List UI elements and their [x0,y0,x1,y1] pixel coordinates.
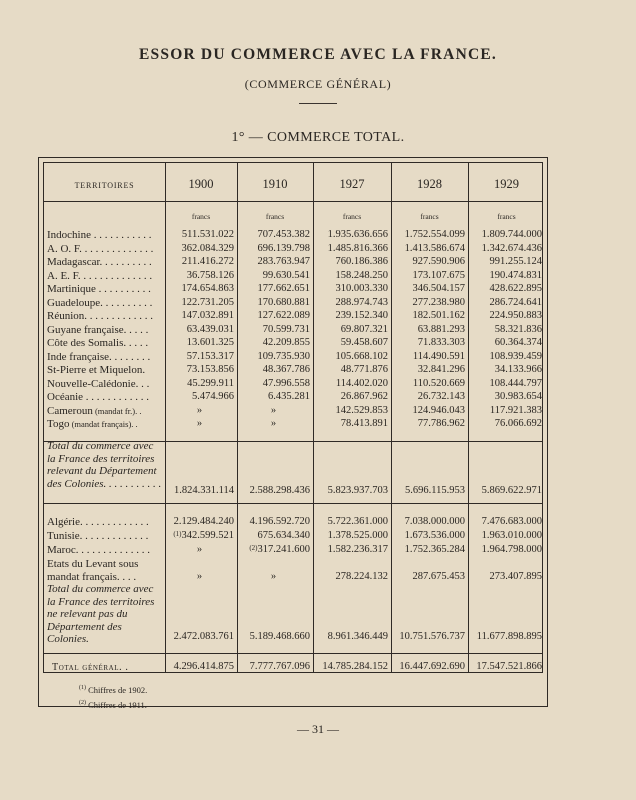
value-cell [468,337,542,348]
value-text: 4.196.592.720 [249,516,310,527]
value-cell [165,405,234,416]
territory-label [47,418,163,431]
territory-name: Togo [47,418,70,430]
value-cell [313,270,388,281]
value-text: 58.321.836 [494,323,542,335]
value-text: 147.032.891 [181,310,234,321]
value-cell [165,516,234,527]
value-text: 2.588.298.436 [249,485,310,496]
territory-label [47,297,163,310]
value-text: 273.407.895 [489,571,542,582]
value-text: 26.732.143 [417,391,465,402]
value-cell [468,310,542,321]
value-text: 7.777.767.096 [249,661,310,672]
value-cell [237,485,310,496]
value-cell [237,661,310,672]
value-text: 696.139.798 [257,242,310,254]
territory-name: Madagascar. . . . . . . . . . [47,256,152,268]
value-cell [165,530,234,541]
value-cell [313,485,388,496]
value-cell [468,661,542,672]
table-grid [43,162,543,673]
value-text: 317.241.600 [257,544,310,555]
value-cell [468,516,542,527]
value-cell [237,229,310,240]
territory-label: Maroc. . . . . . . . . . . . . . [47,544,150,556]
value-cell [391,631,465,642]
unit-label: francs [342,212,362,221]
value-cell [165,544,234,555]
territory-note: (mandat fr.). . [92,405,142,416]
value-cell [391,485,465,496]
value-text: 283.763.947 [257,256,310,267]
value-text: 239.152.340 [335,310,388,321]
value-cell [468,405,542,416]
value-cell [391,310,465,321]
territory-label [47,243,163,256]
value-text: 17.547.521.866 [476,661,542,672]
value-text: 1.342.674.436 [481,242,542,254]
value-cell [391,391,465,402]
territory-label [47,270,163,283]
value-cell [391,297,465,308]
value-text: 158.248.250 [335,269,388,281]
value-text: 211.416.272 [181,256,234,267]
value-text: » [270,418,277,429]
territory-name: Côte des Somalis. . . . . [47,337,149,349]
value-cell [165,337,234,348]
header-territoires: TERRITOIRES [74,181,135,190]
value-cell [391,256,465,267]
value-text: 114.490.591 [412,350,465,362]
value-cell [468,283,542,294]
value-text: » [196,571,203,582]
territory-label [47,364,163,377]
value-text: 117.921.383 [489,404,542,416]
page-number: — 31 — [297,722,339,736]
value-text: 2.129.484.240 [173,516,234,527]
value-text: 16.447.692.690 [399,661,465,672]
value-text: 105.668.102 [335,350,388,362]
value-text: 277.238.980 [412,296,465,308]
value-cell [165,485,234,496]
value-text: 59.458.607 [340,337,388,348]
territory-label [47,351,163,364]
value-text: 7.038.000.000 [404,516,465,527]
value-cell [468,351,542,362]
value-cell [237,337,310,348]
value-cell [237,571,310,582]
value-cell [391,283,465,294]
subtitle-rule [299,103,337,104]
value-cell [391,243,465,254]
value-text: 1.964.798.000 [481,544,542,555]
value-text: 278.224.132 [335,571,388,582]
territory-name: Cameroun [47,404,93,417]
value-cell [165,661,234,672]
territory-name: A. E. F. . . . . . . . . . . . . . [47,269,153,282]
territory-label [47,324,163,337]
territory-label [47,283,163,296]
territory-name: Martinique . . . . . . . . . . [47,283,151,295]
territory-name: Indochine . . . . . . . . . . . [47,229,152,241]
value-text: 110.520.669 [412,377,465,389]
value-cell [468,391,542,402]
territory-label [47,378,163,391]
territory-label [47,229,163,242]
trade-table [38,157,548,710]
value-text: 114.402.020 [335,377,388,389]
value-cell [237,378,310,389]
unit-label: francs [265,212,285,221]
value-text: 1.824.331.114 [174,485,234,496]
territory-label: Etats du Levant sous mandat français. . . . [47,558,139,583]
value-text: 11.677.898.895 [476,631,542,642]
value-cell [237,516,310,527]
value-text: » [196,418,203,429]
value-cell [313,544,388,555]
value-text: 77.786.962 [417,418,465,429]
value-cell [391,270,465,281]
unit-label: francs [191,212,211,221]
value-text: 34.133.966 [494,364,542,375]
value-text: 287.675.453 [412,571,465,582]
value-cell [237,391,310,402]
value-cell [313,337,388,348]
value-text: 2.472.083.761 [173,631,234,642]
value-text: 63.881.293 [417,323,465,335]
value-text: 42.209.855 [262,337,310,348]
value-text: 5.722.361.000 [327,516,388,527]
footnote-mark: (2) [79,699,86,706]
subtotal-label-colonies: Total du commerce avec la France des territoires relevant du Département des Colonies. . . . . . . . . . . [47,440,162,490]
territory-label: Tunisie. . . . . . . . . . . . . [47,530,149,542]
value-text: 224.950.883 [489,310,542,321]
value-cell [391,324,465,335]
value-text: 32.841.296 [417,364,465,375]
value-text: 60.364.374 [494,337,542,348]
value-cell [468,631,542,642]
territory-label [47,337,163,350]
value-cell [313,661,388,672]
value-cell [237,351,310,362]
value-text: 170.680.881 [257,296,310,308]
value-cell [391,661,465,672]
value-cell [165,297,234,308]
value-text: 177.662.651 [257,283,310,294]
value-cell [313,405,388,416]
value-cell [313,310,388,321]
header-year: 1900 [188,177,214,191]
value-cell [165,270,234,281]
value-cell [237,283,310,294]
value-text: 760.186.386 [335,256,388,267]
value-text: 511.531.022 [181,229,234,240]
value-cell [468,324,542,335]
value-text: 1.582.236.317 [327,544,388,555]
row-divider [44,503,542,504]
value-cell [468,364,542,375]
value-cell [468,256,542,267]
value-cell [313,364,388,375]
value-text: 8.961.346.449 [327,631,388,642]
value-cell [313,378,388,389]
value-text: 346.504.157 [412,283,465,294]
value-cell [468,485,542,496]
territory-name: Océanie . . . . . . . . . . . . [47,391,150,403]
territory-label [47,256,163,269]
value-text: 1.485.816.366 [327,242,388,254]
header-year: 1928 [417,177,442,191]
value-text: 73.153.856 [186,364,234,375]
value-text: 122.731.205 [181,296,234,308]
territory-name: A. O. F. . . . . . . . . . . . . . [47,242,154,255]
territory-label [47,405,163,418]
value-cell [313,283,388,294]
value-text: 362.084.329 [181,242,234,254]
territory-label [47,310,163,323]
territory-name: Guadeloupe. . . . . . . . . . [47,296,153,309]
value-text: 78.413.891 [340,418,388,429]
value-cell [165,256,234,267]
value-cell [391,378,465,389]
header-year: 1910 [262,177,288,191]
value-cell [237,270,310,281]
value-cell [313,256,388,267]
footnote-marker: (1) [173,530,182,538]
value-cell [237,243,310,254]
value-cell [165,310,234,321]
value-text: 69.807.321 [340,323,388,335]
territory-note: (mandat français). . [69,419,138,429]
value-text: 182.501.162 [412,310,465,321]
value-cell [165,378,234,389]
value-text: 1.809.744.000 [481,229,542,240]
value-cell [165,364,234,375]
value-text: 57.153.317 [186,350,234,362]
value-cell [313,530,388,541]
value-text: 288.974.743 [335,296,388,308]
value-cell [313,418,388,429]
value-text: 47.996.558 [262,377,310,389]
value-cell [391,544,465,555]
value-cell [468,418,542,429]
value-text: 342.599.521 [181,530,234,541]
footnote [79,682,147,697]
value-cell [165,571,234,582]
value-text: 48.367.786 [262,364,310,375]
value-cell [391,364,465,375]
value-cell [237,310,310,321]
value-cell [165,391,234,402]
value-cell [313,631,388,642]
value-cell [468,270,542,281]
value-cell [468,571,542,582]
value-cell [468,530,542,541]
header-year: 1929 [494,177,519,191]
value-text: 26.867.962 [340,391,388,402]
value-cell [468,243,542,254]
value-cell [165,283,234,294]
value-text: 1.752.365.284 [404,544,465,555]
value-text: 173.107.675 [412,269,465,281]
value-cell [391,418,465,429]
value-text: 6.435.281 [268,391,310,402]
value-text: 1.673.536.000 [404,530,465,541]
value-text: 108.939.459 [489,350,542,362]
unit-label: francs [497,212,516,221]
value-cell [237,530,310,541]
value-text: 36.758.126 [186,269,234,281]
value-text: 108.444.797 [489,377,542,389]
value-cell [237,405,310,416]
value-text: 1.963.010.000 [481,530,542,541]
value-text: 675.634.340 [257,530,310,541]
value-text: 127.622.089 [257,310,310,321]
value-cell [313,297,388,308]
value-cell [165,324,234,335]
value-cell [165,229,234,240]
territory-label: Algérie. . . . . . . . . . . . . [47,516,149,528]
section-heading: 1° — COMMERCE TOTAL. [231,130,405,145]
unit-label: francs [420,212,439,221]
value-text: 124.946.043 [412,404,465,416]
value-cell [468,229,542,240]
value-cell [237,631,310,642]
value-cell [313,571,388,582]
value-cell [313,351,388,362]
value-cell [391,337,465,348]
value-text: 142.529.853 [335,404,388,416]
value-text: 174.654.863 [181,283,234,294]
value-cell [313,229,388,240]
value-text: 1.378.525.000 [327,530,388,541]
value-text: 5.869.622.971 [481,485,542,496]
value-text: 5.696.115.953 [405,485,465,496]
footnote [79,697,147,712]
value-cell [468,544,542,555]
footnote-text: Chiffres de 1902. [86,684,148,695]
value-text: 707.453.382 [257,229,310,240]
value-text: 70.599.731 [262,323,310,335]
page-title: ESSOR DU COMMERCE AVEC LA FRANCE. [139,46,497,63]
footnote-mark: (1) [79,685,86,691]
value-text: 927.590.906 [412,256,465,267]
value-cell [237,418,310,429]
value-cell [237,297,310,308]
value-text: 428.622.895 [489,283,542,294]
value-text: 7.476.683.000 [481,516,542,527]
value-cell [165,631,234,642]
value-text: 48.771.876 [340,364,388,375]
value-text: » [270,571,277,582]
value-text: 13.601.325 [186,337,234,348]
value-text: 10.751.576.737 [399,631,465,642]
value-text: 109.735.930 [257,350,310,362]
value-text: 99.630.541 [262,269,310,281]
territory-name: Nouvelle-Calédonie. . . [47,377,150,390]
value-cell [237,324,310,335]
value-cell [165,243,234,254]
value-cell [237,544,310,555]
value-text: 286.724.641 [489,296,542,308]
value-text: 5.474.966 [192,391,234,402]
value-cell [391,405,465,416]
value-cell [313,324,388,335]
value-text: 991.255.124 [489,256,542,267]
value-text: 5.823.937.703 [327,485,388,496]
value-text: 310.003.330 [335,283,388,294]
value-text: 71.833.303 [417,337,465,348]
value-text: 1.935.636.656 [327,229,388,240]
footnote-text: Chiffres de 1911. [86,699,147,710]
value-cell [313,391,388,402]
value-text: » [270,404,277,416]
page-subtitle: (COMMERCE GÉNÉRAL) [244,77,392,91]
value-cell [468,297,542,308]
value-text: 45.299.911 [187,377,234,389]
value-text: » [196,404,203,416]
value-text: 5.189.468.660 [249,631,310,642]
row-divider [44,653,542,654]
value-text: 30.983.654 [494,391,542,402]
value-cell [237,256,310,267]
territory-name: Guyane française. . . . . [47,323,149,336]
value-text: 4.296.414.875 [173,661,234,672]
territory-name: St-Pierre et Miquelon. [47,364,146,376]
value-cell [237,364,310,375]
value-cell [468,378,542,389]
value-text: » [196,544,203,555]
value-text: 1.752.554.099 [404,229,465,240]
grand-total-label: Total général. . [52,662,129,673]
value-text: 190.474.831 [489,269,542,281]
value-cell [391,516,465,527]
territory-name: Réunion. . . . . . . . . . . . . [47,310,154,322]
row-divider [44,201,542,202]
value-text: 14.785.284.152 [322,661,388,672]
header-year: 1927 [339,177,365,191]
footnote-marker: (2) [249,544,258,552]
territory-label [47,391,163,404]
value-text: 1.413.586.674 [404,242,465,254]
value-cell [391,229,465,240]
value-cell [313,516,388,527]
value-cell [313,243,388,254]
value-cell [391,530,465,541]
value-cell [165,418,234,429]
value-text: 63.439.031 [186,323,234,335]
territory-name: Inde française. . . . . . . . [47,350,151,363]
value-cell [165,351,234,362]
value-text: 76.066.692 [494,418,542,429]
value-cell [391,571,465,582]
footnotes [79,682,147,712]
value-cell [391,351,465,362]
subtotal-label-other: Total du commerce avec la France des territoires ne relevant pas du Département des Colonies. [47,583,155,645]
